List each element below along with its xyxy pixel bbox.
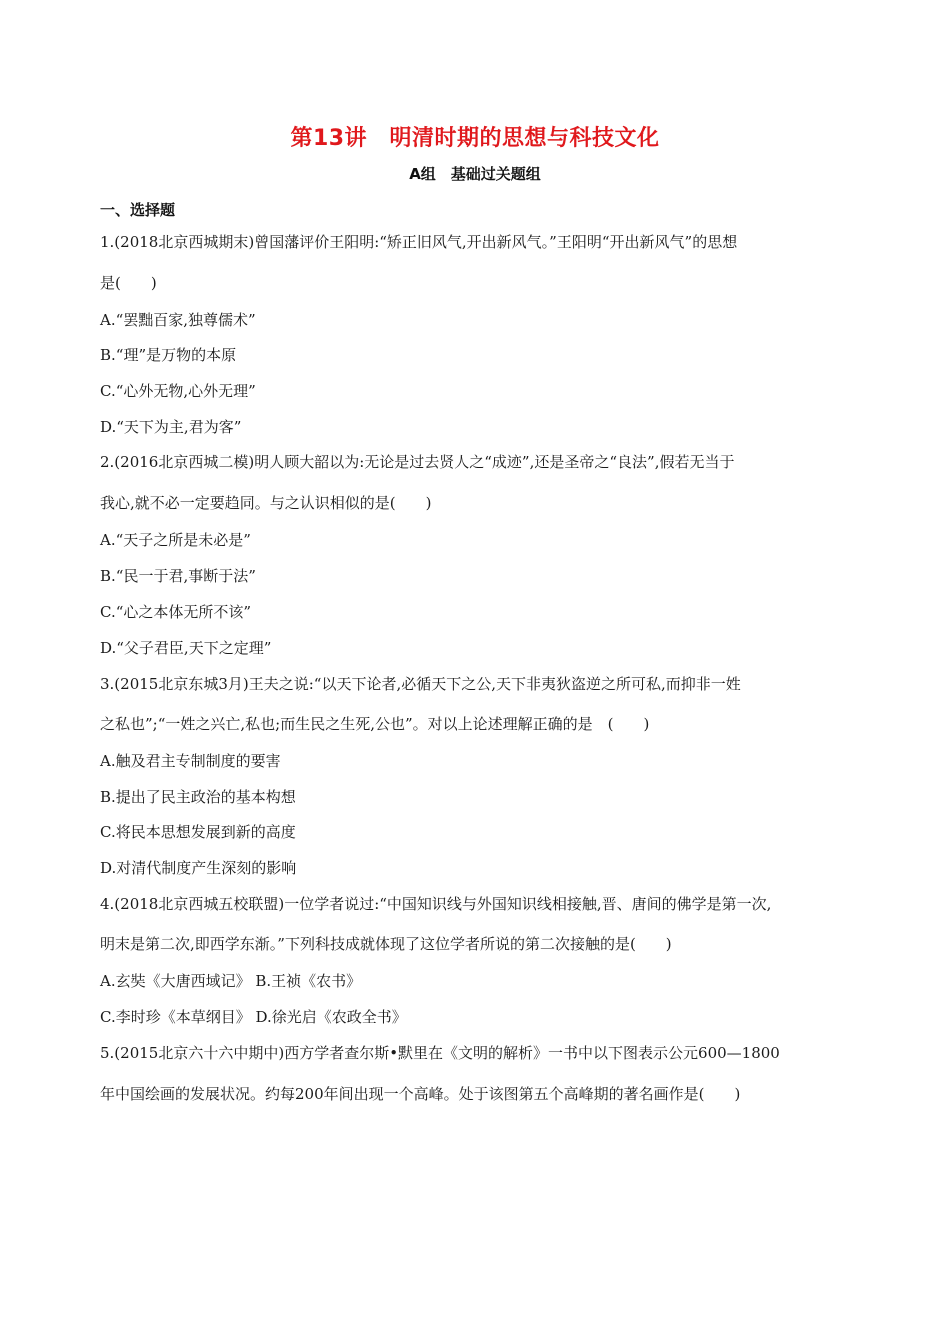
- q4-stem-line1: 4.(2018北京西城五校联盟)一位学者说过:“中国知识线与外国知识线相接触,晋、唐间的佛学是第一次,: [100, 895, 772, 913]
- q4-option-ab: A.玄奘《大唐西域记》 B.王祯《农书》: [100, 972, 362, 990]
- q3-stem-line2: 之私也”;“一姓之兴亡,私也;而生民之生死,公也”。对以上论述理解正确的是 ( ): [100, 715, 650, 733]
- q4-option-cd: C.李时珍《本草纲目》 D.徐光启《农政全书》: [100, 1008, 407, 1026]
- q2-option-a: A.“天子之所是未必是”: [100, 531, 251, 549]
- q1-option-a: A.“罢黜百家,独尊儒术”: [100, 311, 256, 329]
- q2-option-c: C.“心之本体无所不该”: [100, 603, 252, 621]
- q1-stem-line1: 1.(2018北京西城期末)曾国藩评价王阳明:“矫正旧风气,开出新风气。”王阳明“开出新风气”的思想: [100, 233, 738, 251]
- q1-option-b: B.“理”是万物的本原: [100, 346, 237, 364]
- q5-stem-line1: 5.(2015北京六十六中期中)西方学者查尔斯•默里在《文明的解析》一书中以下图表示公元600—1800: [100, 1044, 780, 1062]
- q2-option-d: D.“父子君臣,天下之定理”: [100, 639, 272, 657]
- q1-stem-line2: 是( ): [100, 274, 157, 292]
- q3-option-b: B.提出了民主政治的基本构想: [100, 788, 296, 806]
- q3-stem-line1: 3.(2015北京东城3月)王夫之说:“以天下论者,必循天下之公,天下非夷狄盗逆之所可私,而抑非一姓: [100, 675, 741, 693]
- q2-stem-line2: 我心,就不必一定要趋同。与之认识相似的是( ): [100, 494, 432, 512]
- page-subtitle: A组 基础过关题组: [409, 165, 541, 183]
- q1-option-c: C.“心外无物,心外无理”: [100, 382, 256, 400]
- q5-stem-line2: 年中国绘画的发展状况。约每200年间出现一个高峰。处于该图第五个高峰期的著名画作是( ): [100, 1085, 741, 1103]
- q2-option-b: B.“民一于君,事断于法”: [100, 567, 256, 585]
- q1-option-d: D.“天下为主,君为客”: [100, 418, 242, 436]
- page-title: 第13讲 明清时期的思想与科技文化: [290, 126, 660, 151]
- q3-option-d: D.对清代制度产生深刻的影响: [100, 859, 297, 877]
- q4-stem-line2: 明末是第二次,即西学东渐。”下列科技成就体现了这位学者所说的第二次接触的是( ): [100, 935, 672, 953]
- q2-stem-line1: 2.(2016北京西城二模)明人顾大韶以为:无论是过去贤人之“成迹”,还是圣帝之“良法”,假若无当于: [100, 453, 735, 471]
- q3-option-c: C.将民本思想发展到新的高度: [100, 823, 296, 841]
- section-heading: 一、选择题: [100, 201, 176, 219]
- q3-option-a: A.触及君主专制制度的要害: [100, 752, 281, 770]
